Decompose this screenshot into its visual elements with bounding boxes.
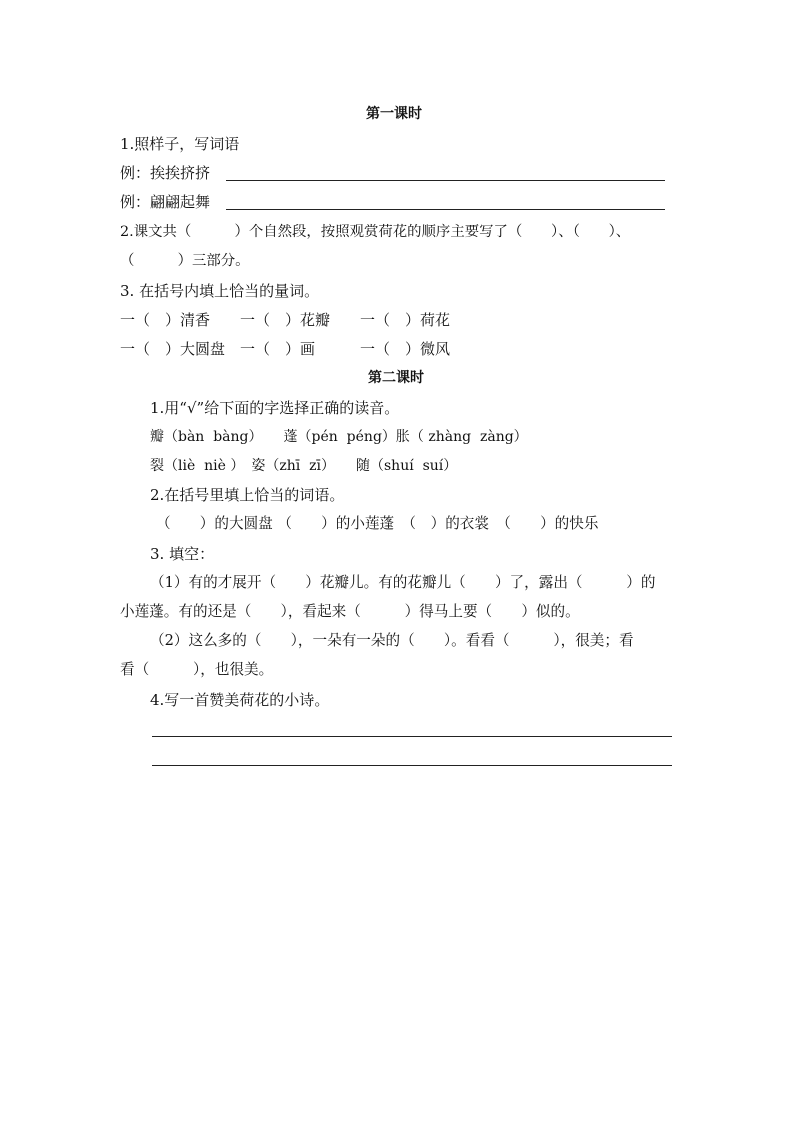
l1-example-2: 例：翩翩起舞 <box>120 193 211 211</box>
l1-question-1: 1.照样子，写词语 <box>120 135 240 153</box>
l2-poem-line-1[interactable] <box>152 736 672 737</box>
l1-question-3: 3. 在括号内填上恰当的量词。 <box>120 282 320 300</box>
l1-q3-row-1: 一（ ）清香 一（ ）花瓣 一（ ）荷花 <box>120 311 451 329</box>
l2-q2-row: （ ）的大圆盘 （ ）的小莲蓬 （ ）的衣裳 （ ）的快乐 <box>156 515 599 532</box>
l1-example-1: 例：挨挨挤挤 <box>120 164 211 182</box>
l1-q3-row-2: 一（ ）大圆盘 一（ ）画 一（ ）微风 <box>120 340 451 358</box>
l2-q3-part1-line1: （1）有的才展开（ ）花瓣儿。有的花瓣儿（ ）了，露出（ ）的 <box>150 574 656 591</box>
l2-q1-row-2: 裂（liè niè ） 姿（zhī zī） 随（shuí suí） <box>150 458 458 474</box>
l1-question-2-line1: 2.课文共（ ）个自然段，按照观赏荷花的顺序主要写了（ ）、（ ）、 <box>120 224 631 240</box>
l2-poem-line-2[interactable] <box>152 765 672 766</box>
l1-answer-line-1[interactable] <box>226 180 665 181</box>
l2-question-1: 1.用“√”给下面的字选择正确的读音。 <box>150 399 400 417</box>
lesson1-title: 第一课时 <box>366 106 422 122</box>
l2-question-4: 4.写一首赞美荷花的小诗。 <box>150 691 330 709</box>
lesson2-title: 第二课时 <box>368 370 424 386</box>
l1-question-2-line2: （ ）三部分。 <box>120 253 250 269</box>
l2-question-2: 2.在括号里填上恰当的词语。 <box>150 486 345 504</box>
l2-q3-part2-line2: 看（ ），也很美。 <box>120 661 274 678</box>
l2-q3-part1-line2: 小莲蓬。有的还是（ ），看起来（ ）得马上要（ ）似的。 <box>120 603 580 620</box>
l2-q3-part2-line1: （2）这么多的（ ），一朵有一朵的（ ）。看看（ ），很美；看 <box>150 632 634 649</box>
l2-question-3: 3. 填空： <box>150 545 215 563</box>
l1-answer-line-2[interactable] <box>226 209 665 210</box>
l2-q1-row-1: 瓣（bàn bàng） 蓬（pén péng）胀（ zhàng zàng） <box>150 429 528 445</box>
